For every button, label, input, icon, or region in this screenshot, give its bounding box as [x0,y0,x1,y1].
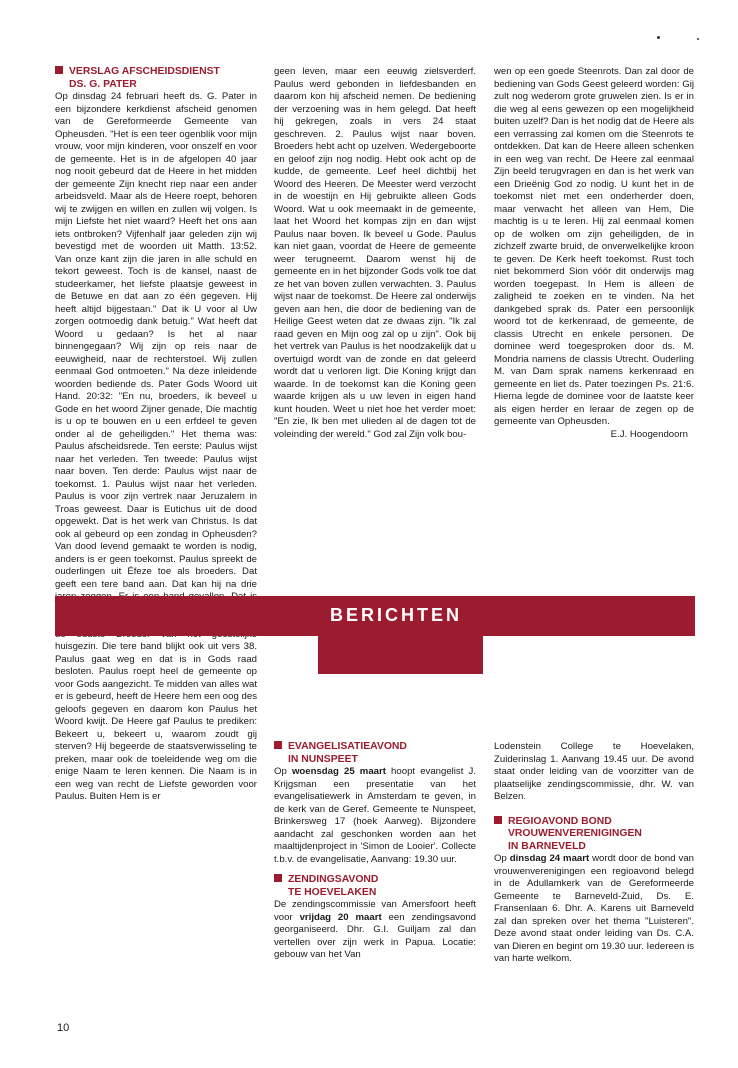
page-number: 10 [57,1022,70,1034]
red-square-bullet-icon [494,816,502,824]
notice-text-zendingsavond: De zendingscommissie van Amersfoort heeft voor vrijdag 20 maart een zendingsavond georganiseerd. Dhr. G.I. Guiljam zal dan vertellen over zijn werk in Papua. Locatie: gebouw van het Van [274,899,476,960]
notice-text-evangelisatieavond: Op woensdag 25 maart hoopt evangelist J. Krijgsman een presentatie van het evangelisatiewerk in Amsterdam te geven, in de kerk van de Geref. Gemeente te Nunspeet, Brinkersweg 17 (hoek Aarweg). Bijzondere aandacht zal geschonken worden aan het maaltijdenproject in 'Simon de Looier'. Collecte t.b.v. de evangelisatie, Aanvang: 19.30 uur. [274,766,476,865]
scan-speck [697,38,699,40]
section-title: BERICHTEN [330,605,463,625]
article-column-3 [494,66,694,441]
article-text-part-3: wen op een goede Steenrots. Dan zal door de bediening van Gods Geest geleerd worden: Gij zult nog wederom grote gruwelen zien. Is er in die weg al eens gewezen op een mogelijkheid buiten uzelf? Dan is het nodig dat de Heere als een verrassing zal komen om die Steenrots te ontdekken. Dat kan de Heere alleen schenken in een weg van recht. De Heere zal eenmaal Zijn beeld terugvragen en dan is het werk van een Drieënig God zo nodig. U kunt het in de toekomst niet met een onderherder doen, maar verwacht het alleen van Hem, Die machtig is u te leren. Hij zal eenmaal komen op de wolken om zijn geheiligden, de in zichzelf zwarte bruid, de onverwelkelijke kroon te geven. De Kerk heeft toekomst. Rust toch niet bekommerd Sion vóór dit onderwijs mag worden toegepast. In Hem is alleen de zaligheid te zoeken en te vinden. Na het dankgebed sprak ds. Pater een persoonlijk woord tot de kerkenraad, de gemeente, de classis Utrecht en enkele personen. De dominee werd toegesproken door ds. M. Mondria namens de classis Utrecht. Ouderling M. van Dam sprak namens kerkenraad en gemeente en liet ds. Pater toezingen Ps. 21:6. Hierna legde de dominee voor de laatste keer als eigen herder en leraar de zegen op de gemeente van Opheusden. [494,66,694,427]
article-heading: VERSLAG AFSCHEIDSDIENST DS. G. PATER [55,66,257,91]
notices-column-a [274,741,476,962]
article-signature: E.J. Hoogendoorn [610,428,688,440]
notice-heading-regioavond: REGIOAVOND BOND VROUWENVERENIGINGEN IN BARNEVELD [494,816,694,854]
notice-heading-zendingsavond: ZENDINGSAVOND TE HOEVELAKEN [274,874,476,899]
article-column-2 [274,66,476,441]
article-text-part-2: geen leven, maar een eeuwig zielsverderf. Paulus werd gebonden in liefdesbanden en daarom kon hij afscheid nemen. De bediening der verzoening was in hem gelegd. Dat heeft hij gekregen, zoals in vers 24 staat geschreven. 2. Paulus wijst naar boven. Broeders hebt acht op uzelven. Wedergeboorte en geloof zijn nog nodig. Hebt ook acht op de kudde, de gemeente. Leef heel dichtbij het Woord des Heeren. De Meester werd verzocht in de woestijn en Hij gebruikte alleen Gods Woord. Wat u ook meemaakt in de gemeente, laat het Woord het kompas zijn en dan wijst Paulus naar boven. Ik beveel u Gode. Paulus kan niet gaan, voordat de Heere de gemeente weer terugneemt. Daarom wenst hij de gemeente en in het bijzonder Gods volk toe dat ze het van boven zullen verwachten. 3. Paulus wijst naar de toekomst. De Heere zal onderwijs geven aan hen, die door de bediening van de Heilige Geest weten dat ze dwaas zijn. "Ik zal raad geven en Mijn oog zal op u zijn". Ook bij het vertrek van Paulus is het noodzakelijk dat u overtuigd wordt van de zonde en dat geleerd wordt dat u verloren ligt. Die Koning krijgt dan waarde. In de toekomst kan die Koning geen waarde krijgen als u uw leven in eigen hand kunt houden. Weet u niet hoe het verder moet: "En zie, Ik ben met ulieden al de dagen tot de voleinding der wereld." God zal Zijn volk bou- [274,66,476,440]
notices-column-b [494,741,694,966]
notice-text-zendingsavond-continued: Lodenstein College te Hoevelaken, Zuiderinslag 1. Aanvang 19.45 uur. De avond staat onder leiding van de voorzitter van de plaatselijke zendingscommissie, dhr. W. van Belzen. [494,741,694,802]
red-square-bullet-icon [274,741,282,749]
scan-speck [657,36,660,39]
red-square-bullet-icon [274,874,282,882]
article-text-part-1: Op dinsdag 24 februari heeft ds. G. Pater in een bijzondere kerkdienst afscheid genomen van de Gereformeerde Gemeente van Opheusden. "Het is een teer ogenblik voor mijn vrouw, voor mijn kinderen, voor onszelf en voor de gemeente. Het is in de afgelopen 40 jaar nog nooit gebeurd dat de Heere in het midden der gemeente Zijn knecht riep naar een ander arbeidsveld. Maar als de Heere roept, behoren wij te zwijgen en willen en zullen wij volgen. Is mijn Liefste het niet waard? Heeft het ons aan iets ontbroken? Vijfenhalf jaar geleden zijn wij bevestigd met de woorden uit Matth. 13:52. Van onze kant zijn die jaren in alle schuld en tekort geweest. Toch is de kansel, naast de studeerkamer, het liefste plaatsje geweest in de Betuwe en dat aan zo één gegeven. Hij heeft altijd bijgestaan." Dat ik U voor al Uw zorgen ootmoedig dank betuig." Wat heeft dat Woord u gedaan? Is het al naar binnengegaan? Wij zijn op reis naar de eeuwigheid, naar de rechterstoel. Wij zullen eenmaal God ontmoeten." Na deze inleidende woorden bediende ds. Pater Gods Woord uit Hand. 20:32: "En nu, broeders, ik beveel u Gode en het woord Zijner genade, Die machtig is u op te bouwen en u een erfdeel te geven onder al de geheiligden." Het thema was: Paulus afscheidsrede. Ten eerste: Paulus wijst naar het verleden. Ten tweede: Paulus wijst naar boven. Ten derde: Paulus wijst naar de toekomst. 1. Paulus wijst naar het verleden. Paulus is voor zijn vertrek naar Jeruzalem in Troas geweest. Daar is Eutichus uit de dood opgewekt. Dat is het werk van Christus. Is dat ook al gebeurd op een zondag in Opheusden? Van dood levend gemaakt te worden is nodig, anders is er geen toekomst. Paulus spreekt de ouderlingen uit Éfeze toe als broeders. Dat geeft een tere band aan. Dat kan hij na drie huisgezin. Die tere band blijkt ook uit vers 38. Paulus gaat weg en dat is in Gods raad besloten. Paulus roept heel de gemeente op voor Gods aangezicht. Te midden van alles wat er is gebeurd, heeft de Heere hem een oog des geloofs gegeven en daarom kon Paulus het Woord kwijt. De Heere gaf Paulus te prediken: Bekeert u, bekeert u, waarom zoudt gij sterven? Hij begeerde de staatsverwisseling te preken, maar ook de toeleidende weg om die enige Naam te leren kennen. Die Naam is in een weg van recht de Liefste geworden voor Paulus. Buiten Hem is er [55,91,257,802]
notice-heading-evangelisatieavond: EVANGELISATIEAVOND IN NUNSPEET [274,741,476,766]
red-square-bullet-icon [55,66,63,74]
article-column-1 [55,66,257,804]
notice-text-regioavond: Op dinsdag 24 maart wordt door de bond van vrouwenverenigingen een regioavond belegd in de Adullamkerk van de Gereformeerde Gemeente te Barneveld-Zuid, Ds. E. Fransenlaan 6. Dhr. A. Karens uit Barneveld zal dan spreken over het thema "Luisteren". Deze avond staat onder leiding van Ds. C.A. van Dieren en begint om 19.30 uur. Iedereen is van harte welkom. [494,853,695,964]
